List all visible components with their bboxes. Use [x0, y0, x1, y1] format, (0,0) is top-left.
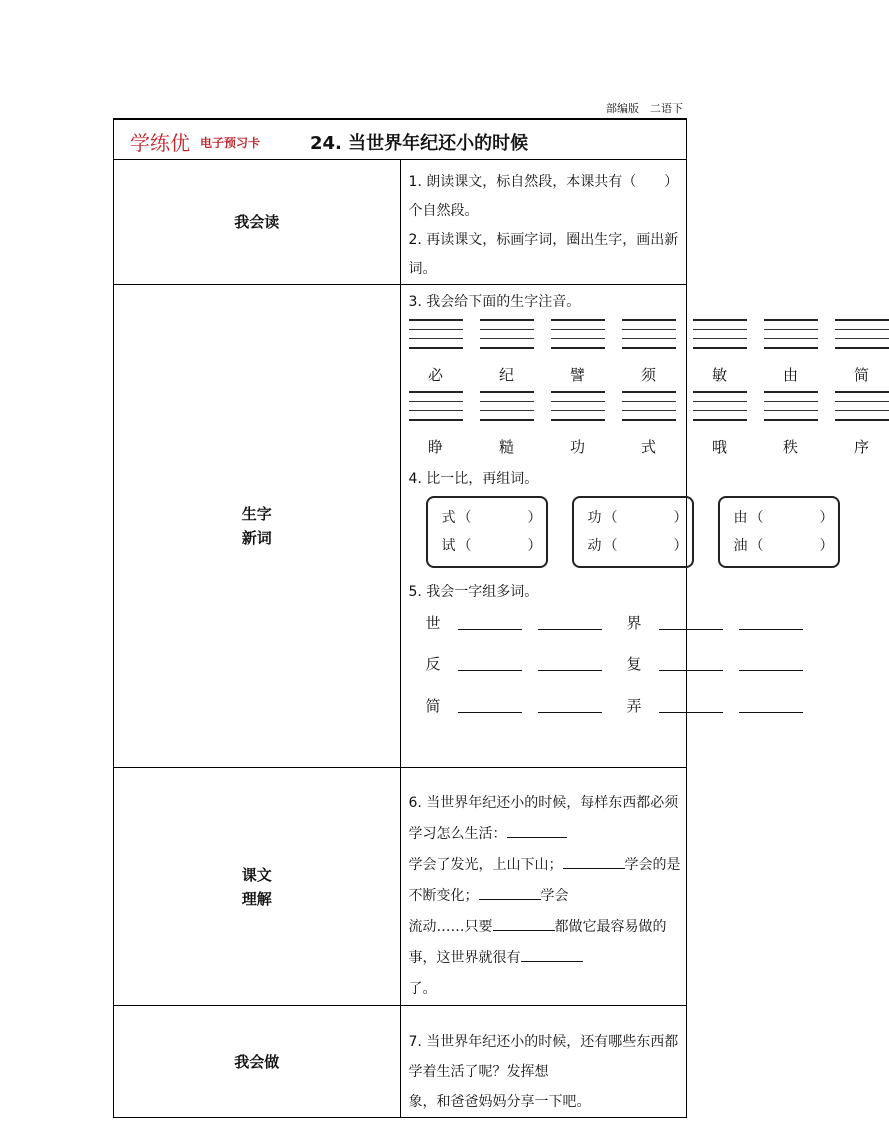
answer-blank[interactable]	[538, 629, 602, 630]
pinyin-box[interactable]	[551, 391, 605, 425]
section-words	[400, 285, 869, 768]
hanzi: 譬	[569, 366, 585, 384]
pinyin-grid-row-2	[409, 391, 687, 427]
hanzi: 敏	[711, 366, 727, 384]
answer-blank[interactable]	[493, 916, 555, 931]
question-6: 6. 当世界年纪还小的时候，每样东西都必须学习怎么生活： 学会了发光，上山下山； 学会的是不断变化； 学会 流动……只要 都做它最容易做的事，这世界就很有 了。	[408, 795, 681, 997]
answer-paren[interactable]: （ ）	[457, 538, 542, 554]
section-do	[400, 1006, 687, 1118]
compare-char: 式	[441, 510, 456, 526]
compare-boxes	[401, 494, 834, 578]
answer-blank[interactable]	[538, 670, 602, 671]
compare-char: 油	[733, 538, 748, 554]
hanzi: 由	[782, 366, 798, 384]
hanzi: 式	[640, 438, 656, 456]
edition-label: 部编版 二语下	[606, 102, 683, 115]
group-char: 简	[425, 697, 441, 715]
answer-blank[interactable]	[521, 947, 583, 962]
answer-paren[interactable]: （ ）	[603, 510, 688, 526]
hanzi: 哦	[711, 438, 727, 456]
pinyin-box[interactable]	[835, 391, 889, 425]
brand-name: 学练优	[130, 131, 190, 155]
question-5: 5. 我会一字组多词。	[408, 584, 539, 600]
section-label-read: 我会读	[114, 160, 401, 285]
question-1: 1. 朗读课文，标自然段，本课共有（ ）个自然段。	[408, 174, 679, 219]
hanzi: 序	[853, 438, 869, 456]
char-row-1	[409, 355, 869, 391]
pinyin-box[interactable]	[622, 391, 676, 425]
word-groups	[401, 607, 687, 733]
hanzi: 纪	[498, 366, 514, 384]
pinyin-box[interactable]	[693, 319, 747, 353]
answer-blank[interactable]	[538, 712, 602, 713]
group-char: 弄	[626, 697, 642, 715]
answer-paren[interactable]: （ ）	[603, 538, 688, 554]
pinyin-box[interactable]	[622, 319, 676, 353]
question-4: 4. 比一比，再组词。	[408, 471, 539, 487]
answer-blank[interactable]	[739, 670, 803, 671]
answer-blank[interactable]	[458, 712, 522, 713]
pinyin-grid-row-1	[409, 319, 687, 355]
answer-blank[interactable]	[479, 885, 541, 900]
pinyin-box[interactable]	[480, 319, 534, 353]
answer-blank[interactable]	[659, 629, 723, 630]
section-label-words: 生字 新词	[114, 285, 401, 768]
sheet-header	[114, 120, 687, 160]
pinyin-box[interactable]	[409, 319, 463, 353]
hanzi: 糙	[498, 438, 514, 456]
compare-char: 动	[587, 538, 602, 554]
hanzi: 睁	[427, 438, 443, 456]
group-char: 界	[626, 614, 642, 632]
compare-char: 由	[733, 510, 748, 526]
group-char: 复	[626, 655, 642, 673]
pinyin-box[interactable]	[764, 391, 818, 425]
compare-box	[572, 496, 694, 568]
hanzi: 须	[640, 366, 656, 384]
section-label-understand: 课文 理解	[114, 768, 401, 1006]
answer-blank[interactable]	[507, 823, 567, 838]
answer-blank[interactable]	[659, 670, 723, 671]
answer-blank[interactable]	[739, 712, 803, 713]
compare-char: 试	[441, 538, 456, 554]
pinyin-box[interactable]	[693, 391, 747, 425]
answer-blank[interactable]	[563, 854, 625, 869]
answer-paren[interactable]: （ ）	[457, 510, 542, 526]
question-7: 7. 当世界年纪还小的时候，还有哪些东西都学着生活了呢？发挥想 象，和爸爸妈妈分享一下吧。	[408, 1034, 679, 1110]
compare-box	[718, 496, 840, 568]
compare-char: 功	[587, 510, 602, 526]
group-char: 世	[425, 614, 441, 632]
answer-blank[interactable]	[659, 712, 723, 713]
hanzi: 必	[427, 366, 443, 384]
section-label-do: 我会做	[114, 1006, 401, 1118]
pinyin-box[interactable]	[551, 319, 605, 353]
answer-blank[interactable]	[458, 629, 522, 630]
pinyin-box[interactable]	[480, 391, 534, 425]
hanzi: 功	[569, 438, 585, 456]
group-char: 反	[425, 655, 441, 673]
preview-sheet	[113, 119, 869, 1118]
answer-paren[interactable]: （ ）	[749, 538, 834, 554]
section-understand	[400, 768, 687, 1006]
question-2: 2. 再读课文，标画字词，圈出生字，画出新词。	[408, 232, 679, 277]
question-3: 3. 我会给下面的生字注音。	[408, 294, 581, 310]
answer-blank[interactable]	[458, 670, 522, 671]
answer-paren[interactable]: （ ）	[749, 510, 834, 526]
pinyin-box[interactable]	[835, 319, 889, 353]
hanzi: 秩	[782, 438, 798, 456]
hanzi: 简	[853, 366, 869, 384]
pinyin-box[interactable]	[409, 391, 463, 425]
pinyin-box[interactable]	[764, 319, 818, 353]
lesson-title: 24. 当世界年纪还小的时候	[310, 133, 529, 154]
char-row-2	[409, 427, 869, 463]
section-read	[400, 160, 687, 285]
brand-subtitle: 电子预习卡	[200, 136, 261, 150]
answer-blank[interactable]	[739, 629, 803, 630]
compare-box	[426, 496, 548, 568]
